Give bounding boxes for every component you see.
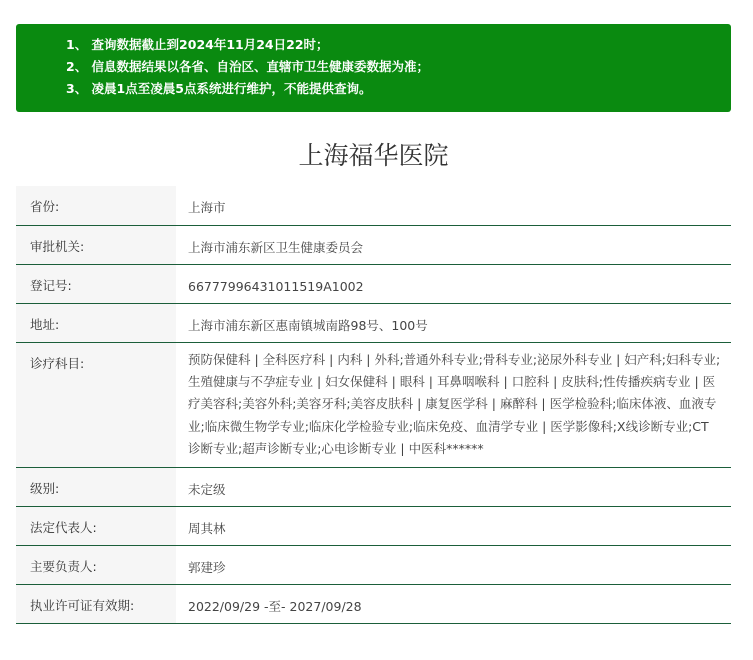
field-label-license-validity: 执业许可证有效期: [16,584,176,623]
notice-banner [16,24,731,112]
table-row-departments [16,342,731,467]
field-value-level: 未定级 [176,467,731,506]
field-label-principal: 主要负责人: [16,545,176,584]
field-value-province: 上海市 [176,186,731,225]
field-label-approval-authority: 审批机关: [16,225,176,264]
table-row-license-validity [16,584,731,623]
table-row-address [16,303,731,342]
field-value-address: 上海市浦东新区惠南镇城南路98号、100号 [176,303,731,342]
field-value-license-validity: 2022/09/29 -至- 2027/09/28 [176,584,731,623]
table-row-province [16,186,731,225]
field-value-registration-number: 66777996431011519A1002 [176,264,731,303]
table-row-registration-number [16,264,731,303]
hospital-info-table [16,186,731,624]
field-value-departments: 预防保健科 | 全科医疗科 | 内科 | 外科;普通外科专业;骨科专业;泌尿外科专业 | 妇产科;妇科专业;生殖健康与不孕症专业 | 妇女保健科 | 眼科 | 耳鼻咽喉科 | 口腔科 | 皮肤科;性传播疾病专业 | 医疗美容科;美容外科;美容牙科;美容皮肤科 | 康复医学科 | 麻醉科 | 医学检验科;临床体液、血液专业;临床微生物学专业;临床化学检验专业;临床免疫、血清学专业 | 医学影像科;X线诊断专业;CT诊断专业;超声诊断专业;心电诊断专业 | 中医科****** [176,342,731,467]
table-row-principal [16,545,731,584]
notice-line-2: 2、 信息数据结果以各省、自治区、直辖市卫生健康委数据为准； [66,59,430,74]
field-value-approval-authority: 上海市浦东新区卫生健康委员会 [176,225,731,264]
field-label-address: 地址: [16,303,176,342]
notice-line-3: 3、 凌晨1点至凌晨5点系统进行维护，不能提供查询。 [66,81,372,96]
hospital-name: 上海福华医院 [298,141,449,170]
field-value-legal-representative: 周其林 [176,506,731,545]
field-value-principal: 郭建珍 [176,545,731,584]
table-row-legal-representative [16,506,731,545]
field-label-legal-representative: 法定代表人: [16,506,176,545]
field-label-province: 省份: [16,186,176,225]
table-row-approval-authority [16,225,731,264]
field-label-registration-number: 登记号: [16,264,176,303]
table-row-level [16,467,731,506]
notice-line-1: 1、 查询数据截止到2024年11月24日22时； [66,37,329,52]
field-label-level: 级别: [16,467,176,506]
field-label-departments: 诊疗科目: [16,342,176,467]
